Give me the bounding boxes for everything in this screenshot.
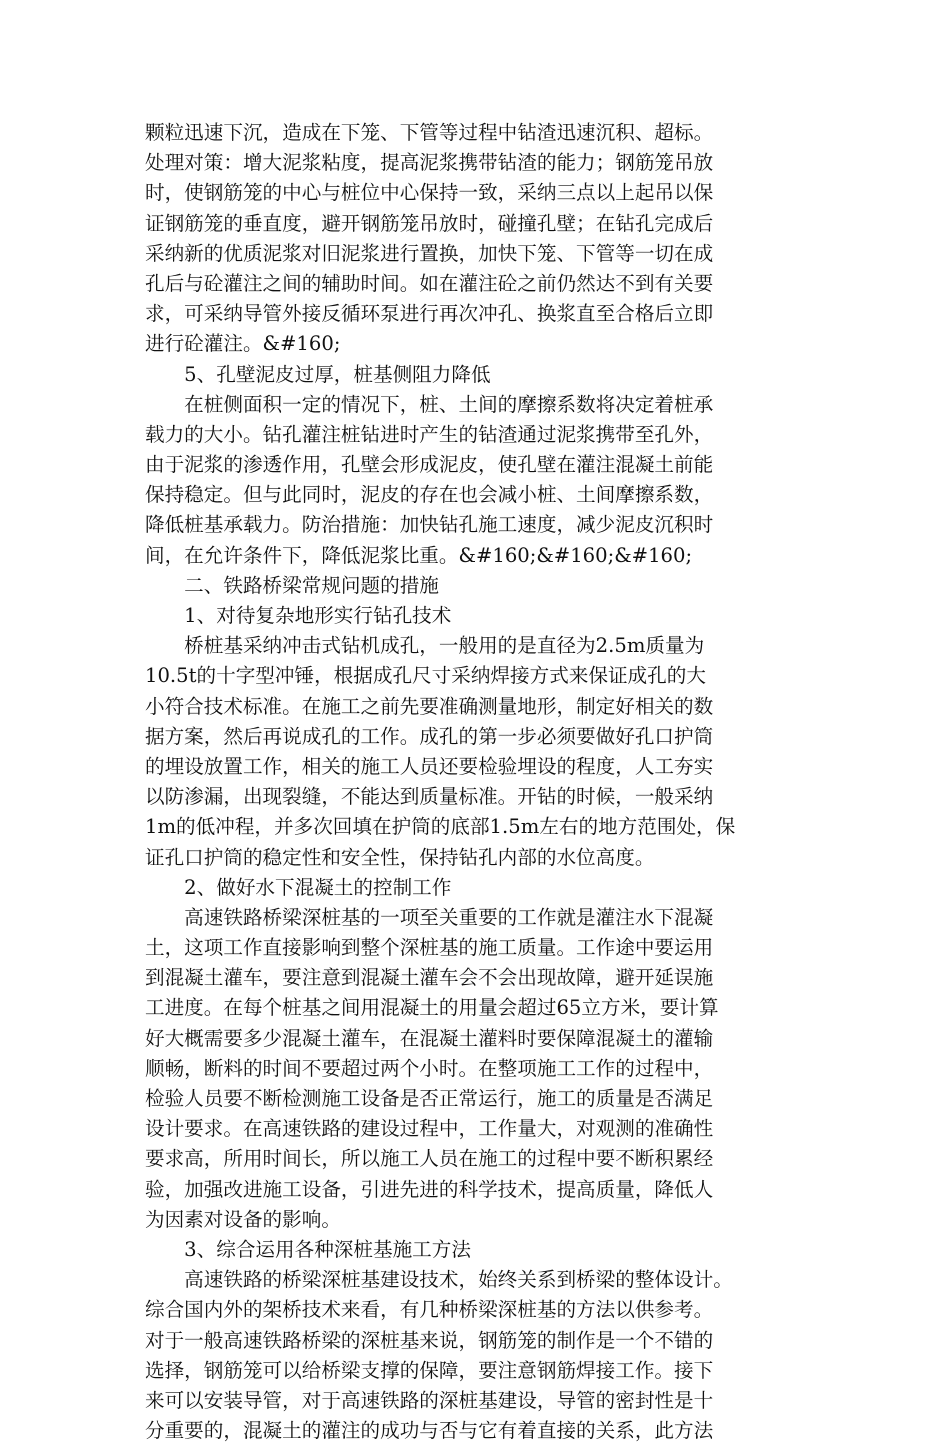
text-line: 证孔口护筒的稳定性和安全性，保持钻孔内部的水位高度。 [145, 845, 655, 869]
text-line: 1m的低冲程，并多次回填在护筒的底部1.5m左右的地方范围处，保 [145, 815, 736, 839]
text-line: 求，可采纳导管外接反循环泵进行再次冲孔、换浆直至合格后立即 [145, 302, 714, 326]
text-line: 据方案，然后再说成孔的工作。成孔的第一步必须要做好孔口护筒 [145, 724, 714, 748]
text-line: 5、孔壁泥皮过厚，桩基侧阻力降低 [145, 362, 491, 386]
text-line: 高速铁路桥梁深桩基的一项至关重要的工作就是灌注水下混凝 [145, 905, 714, 929]
text-line: 分重要的，混凝土的灌注的成功与否与它有着直接的关系，此方法 [145, 1419, 714, 1443]
text-line: 证钢筋笼的垂直度，避开钢筋笼吊放时，碰撞孔壁；在钻孔完成后 [145, 211, 714, 235]
text-line: 小符合技术标准。在施工之前先要准确测量地形，制定好相关的数 [145, 694, 714, 718]
text-line: 2、做好水下混凝土的控制工作 [145, 875, 452, 899]
text-line: 土，这项工作直接影响到整个深桩基的施工质量。工作途中要运用 [145, 936, 714, 960]
text-line: 选择，钢筋笼可以给桥梁支撑的保障，要注意钢筋焊接工作。接下 [145, 1358, 714, 1382]
text-line: 顺畅，断料的时间不要超过两个小时。在整项施工工作的过程中， [145, 1056, 714, 1080]
text-line: 采纳新的优质泥浆对旧泥浆进行置换，加快下笼、下管等一切在成 [145, 241, 714, 265]
text-line: 处理对策：增大泥浆粘度，提高泥浆携带钻渣的能力；钢筋笼吊放 [145, 151, 714, 175]
text-line: 1、对待复杂地形实行钻孔技术 [145, 604, 452, 627]
text-line: 好大概需要多少混凝土灌车，在混凝土灌料时要保障混凝土的灌输 [145, 1026, 714, 1050]
text-line: 颗粒迅速下沉，造成在下笼、下管等过程中钻渣迅速沉积、超标。 [145, 121, 714, 144]
text-line: 综合国内外的架桥技术来看，有几种桥梁深桩基的方法以供参考。 [145, 1298, 714, 1322]
text-line: 设计要求。在高速铁路的建设过程中，工作量大，对观测的准确性 [145, 1117, 714, 1141]
text-line: 到混凝土灌车，要注意到混凝土灌车会不会出现故障，避开延误施 [145, 966, 714, 990]
text-line: 要求高，所用时间长，所以施工人员在施工的过程中要不断积累经 [145, 1147, 714, 1171]
text-line: 在桩侧面积一定的情况下，桩、土间的摩擦系数将决定着桩承 [145, 392, 714, 416]
text-line: 进行砼灌注。&#160; [145, 332, 341, 356]
document-body [145, 118, 810, 1446]
text-line: 来可以安装导管，对于高速铁路的深桩基建设，导管的密封性是十 [145, 1388, 714, 1412]
text-line: 验，加强改进施工设备，引进先进的科学技术，提高质量，降低人 [145, 1177, 714, 1201]
text-line: 孔后与砼灌注之间的辅助时间。如在灌注砼之前仍然达不到有关要 [145, 271, 714, 295]
text-line: 降低桩基承载力。防治措施：加快钻孔施工速度，减少泥皮沉积时 [145, 513, 714, 537]
text-line: 由于泥浆的渗透作用，孔壁会形成泥皮，使孔壁在灌注混凝土前能 [145, 453, 714, 477]
text-line: 桥桩基采纳冲击式钻机成孔，一般用的是直径为2.5m质量为 [145, 634, 705, 658]
text-line: 二、铁路桥梁常规问题的措施 [145, 573, 439, 597]
text-line: 间，在允许条件下，降低泥浆比重。&#160;&#160;&#160; [145, 543, 693, 567]
text-line: 载力的大小。钻孔灌注桩钻进时产生的钻渣通过泥浆携带至孔外， [145, 422, 714, 446]
text-line: 10.5t的十字型冲锤，根据成孔尺寸采纳焊接方式来保证成孔的大 [145, 664, 706, 688]
text-line: 以防渗漏，出现裂缝，不能达到质量标准。开钻的时候，一般采纳 [145, 785, 714, 809]
text-line: 为因素对设备的影响。 [145, 1207, 341, 1231]
text-line: 3、综合运用各种深桩基施工方法 [145, 1237, 471, 1261]
text-line: 检验人员要不断检测施工设备是否正常运行，施工的质量是否满足 [145, 1087, 714, 1110]
text-line: 对于一般高速铁路桥梁的深桩基来说，钢筋笼的制作是一个不错的 [145, 1328, 714, 1352]
text-line: 时，使钢筋笼的中心与桩位中心保持一致，采纳三点以上起吊以保 [145, 181, 714, 205]
text-line: 高速铁路的桥梁深桩基建设技术，始终关系到桥梁的整体设计。 [145, 1268, 733, 1292]
text-line: 的埋设放置工作，相关的施工人员还要检验埋设的程度，人工夯实 [145, 754, 714, 778]
text-line: 工进度。在每个桩基之间用混凝土的用量会超过65立方米，要计算 [145, 996, 719, 1020]
text-line: 保持稳定。但与此同时，泥皮的存在也会减小桩、土间摩擦系数， [145, 483, 714, 507]
